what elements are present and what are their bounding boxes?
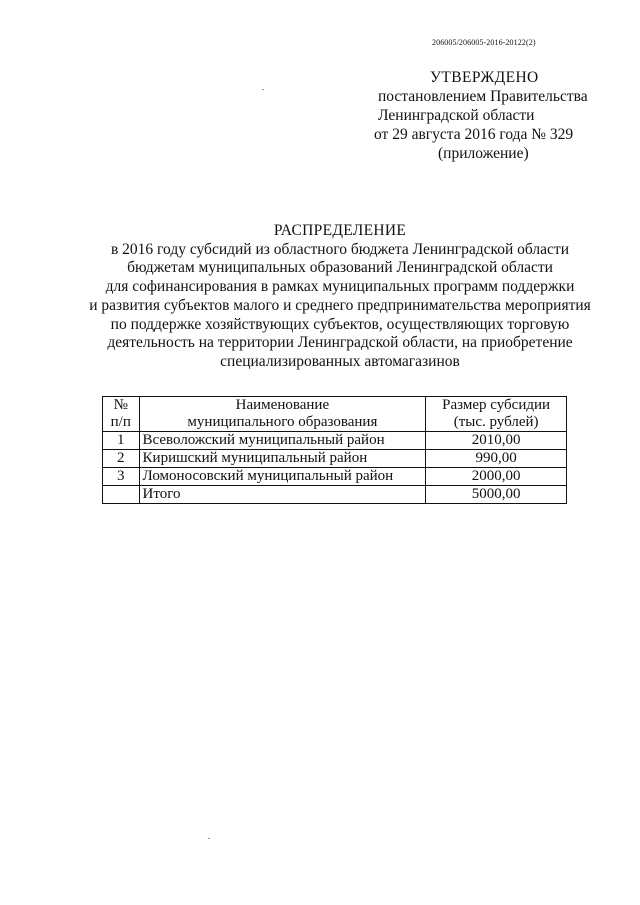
document-id: 206005/206005-2016-20122(2) [432,38,536,47]
header-name-line1: Наименование [235,397,330,413]
header-num-line2: п/п [110,414,131,430]
header-name-line2: муниципального образования [187,414,378,430]
row-num: 1 [103,432,140,450]
table-row [103,468,567,486]
table-row [103,432,567,450]
table-header-row [103,397,567,432]
approval-stamp [368,68,608,163]
approval-title: УТВЕРЖДЕНО [430,69,539,86]
title-line: для софинансирования в рамках муниципальных программ поддержки [105,278,575,296]
approval-line-decree: постановлением Правительства [378,88,588,105]
document-title [60,222,620,372]
subsidy-table [102,396,567,504]
scan-speck [208,838,210,839]
table-row [103,450,567,468]
row-name: Ломоносовский муниципальный район [139,468,426,486]
table-total-row [103,486,567,504]
row-name: Всеволожский муниципальный район [139,432,426,450]
approval-line-appendix: (приложение) [438,145,529,162]
header-amount [426,397,567,432]
header-amount-line2: (тыс. рублей) [453,414,539,430]
total-label: Итого [139,486,426,504]
row-amount: 2000,00 [426,468,567,486]
header-num [103,397,140,432]
scan-speck [262,89,264,90]
row-num: 3 [103,468,140,486]
row-amount: 2010,00 [426,432,567,450]
title-line: специализированных автомагазинов [220,352,460,370]
header-amount-line1: Размер субсидии [442,397,551,413]
header-name [139,397,426,432]
total-num [103,486,140,504]
row-num: 2 [103,450,140,468]
title-line: бюджетам муниципальных образований Ленинградской области [127,259,553,277]
title-line: и развития субъектов малого и среднего предпринимательства мероприятия [89,296,591,314]
title-line: по поддержке хозяйствующих субъектов, осуществляющих торговую [110,315,570,333]
total-amount: 5000,00 [426,486,567,504]
row-amount: 990,00 [426,450,567,468]
approval-line-region: Ленинградской области [378,107,535,124]
title-line: в 2016 году субсидий из областного бюджета Ленинградской области [110,240,569,258]
header-num-line1: № [113,397,128,413]
title-line: деятельность на территории Ленинградской области, на приобретение [107,334,573,352]
title-heading: РАСПРЕДЕЛЕНИЕ [273,222,407,239]
approval-line-date: от 29 августа 2016 года № 329 [374,126,574,143]
row-name: Киришский муниципальный район [139,450,426,468]
